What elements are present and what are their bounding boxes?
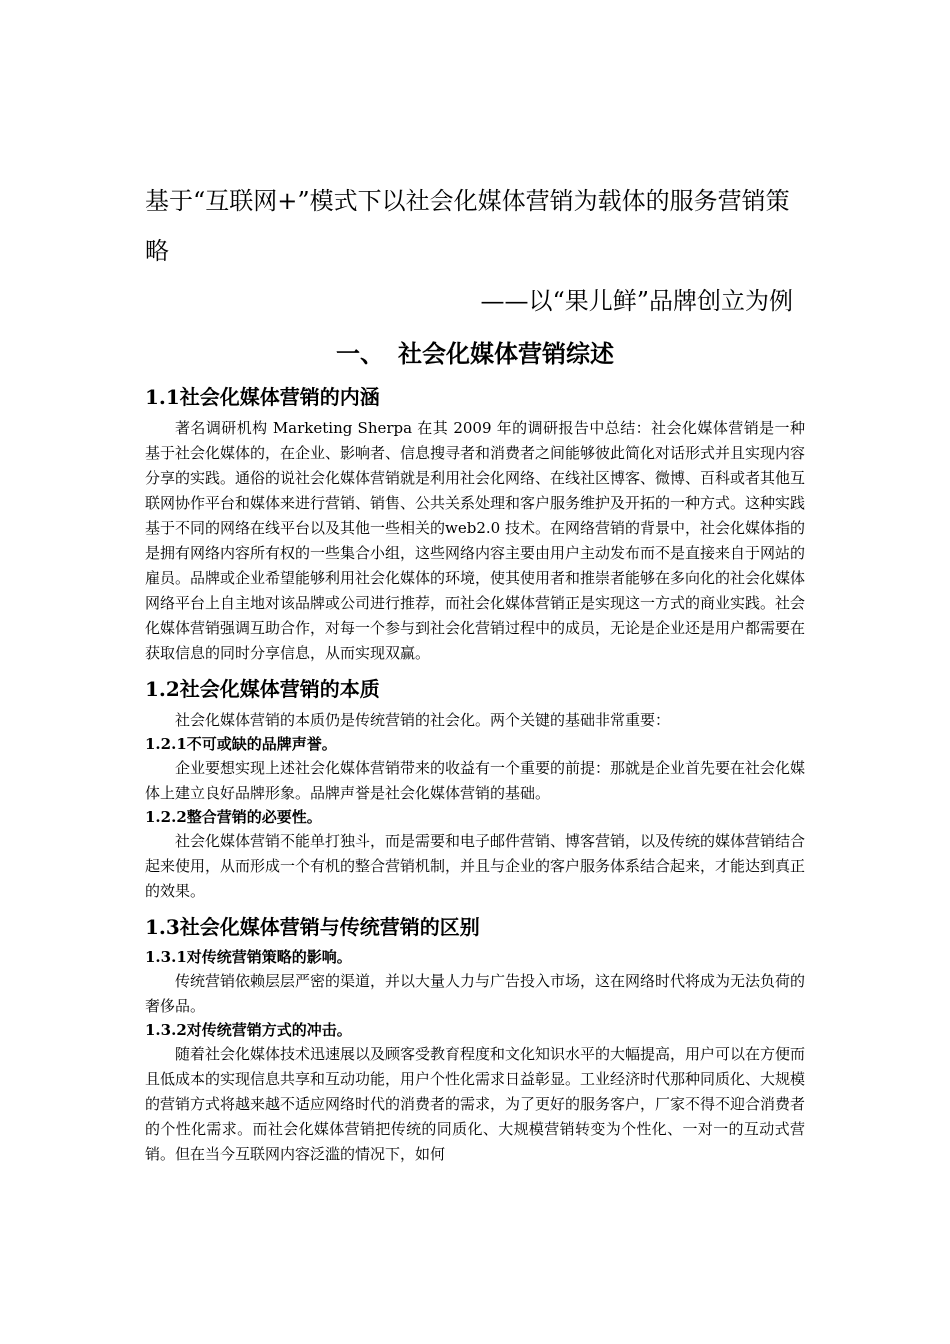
section-heading-1-2: 1.2社会化媒体营销的本质	[145, 677, 380, 701]
document-title: 基于“互联网+”模式下以社会化媒体营销为载体的服务营销策略	[145, 187, 790, 265]
subsection-paragraph-1-2-2: 社会化媒体营销不能单打独斗，而是需要和电子邮件营销、博客营销，以及传统的媒体营销结合起来使用，从而形成一个有机的整合营销机制，并且与企业的客户服务体系结合起来，才能达到真正的效果。	[145, 832, 806, 900]
chapter-number: 一、	[336, 339, 384, 368]
subsection-heading-1-2-2: 1.2.2整合营销的必要性。	[145, 808, 322, 826]
section-heading-1-3: 1.3社会化媒体营销与传统营销的区别	[145, 915, 480, 939]
chapter-title: 社会化媒体营销综述	[398, 339, 614, 368]
document-body	[145, 176, 805, 1167]
chapter-heading	[145, 334, 805, 374]
subsection-paragraph-1-3-1: 传统营销依赖层层严密的渠道，并以大量人力与广告投入市场，这在网络时代将成为无法负荷的奢侈品。	[145, 972, 806, 1015]
section-heading-1-1: 1.1社会化媒体营销的内涵	[145, 385, 380, 409]
subsection-heading-1-3-1: 1.3.1对传统营销策略的影响。	[145, 948, 352, 966]
subsection-heading-1-2-1: 1.2.1不可或缺的品牌声誉。	[145, 735, 337, 753]
subsection-heading-1-3-2: 1.3.2对传统营销方式的冲击。	[145, 1021, 352, 1039]
subsection-paragraph-1-2-1: 企业要想实现上述社会化媒体营销带来的收益有一个重要的前提：那就是企业首先要在社会化媒体上建立良好品牌形象。品牌声誉是社会化媒体营销的基础。	[145, 759, 806, 802]
section-paragraph-1-1: 著名调研机构 Marketing Sherpa 在其 2009 年的调研报告中总结：社会化媒体营销是一种基于社会化媒体的，在企业、影响者、信息搜寻者和消费者之间能够彼此简化对话形式并且实现内容分享的实践。通俗的说社会化媒体营销就是利用社会化网络、在线社区博客、微博、百科或者其他互联网协作平台和媒体来进行营销、销售、公共关系处理和客户服务维护及开拓的一种方式。这种实践基于不同的网络在线平台以及其他一些相关的web2.0 技术。在网络营销的背景中，社会化媒体指的是拥有网络内容所有权的一些集合小组，这些网络内容主要由用户主动发布而不是直接来自于网站的雇员。品牌或企业希望能够利用社会化媒体的环境，使其使用者和推崇者能够在多向化的社会化媒体网络平台上自主地对该品牌或公司进行推荐，而社会化媒体营销正是实现这一方式的商业实践。社会化媒体营销强调互助合作，对每一个参与到社会化营销过程中的成员，无论是企业还是用户都需要在获取信息的同时分享信息，从而实现双赢。	[145, 419, 806, 662]
subsection-paragraph-1-3-2: 随着社会化媒体技术迅速展以及顾客受教育程度和文化知识水平的大幅提高，用户可以在方便而且低成本的实现信息共享和互动功能，用户个性化需求日益彰显。工业经济时代那种同质化、大规模的营销方式将越来越不适应网络时代的消费者的需求，为了更好的服务客户，厂家不得不迎合消费者的个性化需求。而社会化媒体营销把传统的同质化、大规模营销转变为个性化、一对一的互动式营销。但在当今互联网内容泛滥的情况下，如何	[145, 1045, 806, 1163]
section-intro-1-2: 社会化媒体营销的本质仍是传统营销的社会化。两个关键的基础非常重要：	[175, 711, 671, 729]
document-subtitle: ——以“果儿鲜”品牌创立为例	[480, 287, 793, 315]
